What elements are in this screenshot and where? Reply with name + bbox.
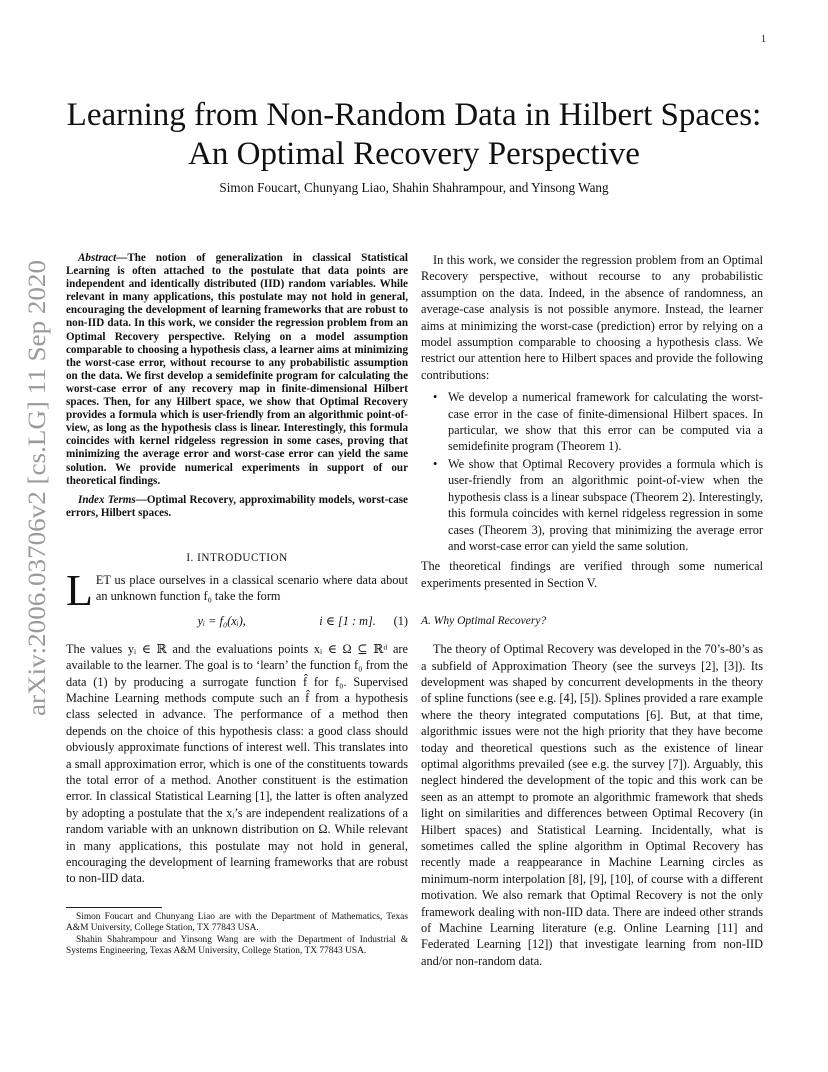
right-column [421, 252, 763, 969]
author-list: Simon Foucart, Chunyang Liao, Shahin Shahrampour, and Yinsong Wang [219, 180, 609, 195]
intro-paragraph-2: The values yᵢ ∈ ℝ and the evaluations points xᵢ ∈ Ω ⊆ ℝᵈ are available to the learner. The goal is to ‘learn’ the function f₀ from the data (1) by producing a surrogate function f̂ for f₀. Supervised Machine Learning methods compute such an f̂ from a hypothesis class selected in advance. The performance of a method then depends on the choice of this hypothesis class: a good class should obviously approximate functions of interest well. This translates into a small approximation error, which is one of the constituents towards the total error of a method. Another constituent is the estimation error. In classical Statistical Learning [1], the latter is often analyzed by adopting a postulate that the xᵢ’s are independent realizations of a random variable with an unknown distribution on Ω. While relevant in many applications, this postulate may not hold in general, encouraging the development of learning frameworks that are robust to non-IID data. [66, 641, 408, 886]
index-terms [66, 494, 408, 520]
arxiv-stamp-text: arXiv:2006.03706v2 [cs.LG] 11 Sep 2020 [22, 286, 51, 716]
title-line-1: Learning from Non-Random Data in Hilbert Spaces: [66, 97, 762, 133]
subsection-heading-why-optimal-recovery: A. Why Optimal Recovery? [421, 615, 547, 628]
contributions-list [421, 389, 763, 554]
footnote-rule [66, 907, 162, 908]
optimal-recovery-paragraph: The theory of Optimal Recovery was developed in the 70’s-80’s as a subfield of Approximation Theory (see the surveys [2], [3]). Its development was shaped by concurrent developments in the theory of spline functions (see e.g. [4], [5]). Splines provided a rare example where the theory integrated computations [6]. But, at that time, algorithmic issues were not the high priority that they have become today and theoretical questions such as the existence of linear optimal algorithms prevailed (see e.g. the survey [7]). Arguably, this neglect hindered the development of the topic and this work can be seen as an attempt to promote an algorithmic framework that sheds light on similarities and differences between Optimal Recovery (in Hilbert spaces) and Statistical Learning. Incidentally, what is sometimes called the spline algorithm in Optimal Recovery has recently made a reappearance in Machine Learning circles as minimum-norm interpolation [8], [9], [10], of course with a different motivation. We also remark that Optimal Recovery is not the only framework dealing with non-IID data. There are indeed other strands of Machine Learning literature (e.g. Online Learning [11] and Federated Learning [12]) that investigate learning from non-IID and/or non-random data. [421, 642, 763, 968]
equation-1-number: (1) [393, 614, 408, 629]
findings-paragraph: The theoretical findings are verified through some numerical experiments presented in Section V. [421, 559, 763, 590]
intro-first-text: ET us place ourselves in a classical scenario where data about an unknown function f₀ take the form [95, 572, 408, 604]
page-number: 1 [761, 34, 766, 45]
footnote-1: Simon Foucart and Chunyang Liao are with the Department of Mathematics, Texas A&M University, College Station, TX 77843 USA. [66, 911, 408, 934]
section-heading-introduction: I. INTRODUCTION [186, 551, 288, 564]
abstract-text: The notion of generalization in classical Statistical Learning is often attached to the postulate that data points are independent and identically distributed (IID) random variables. While relevant in many applications, this postulate may not hold in general, encouraging the development of learning frameworks that are robust to non-IID data. In this work, we consider the regression problem from an Optimal Recovery perspective. Relying on a model assumption comparable to choosing a hypothesis class, a learner aims at minimizing the worst-case error, without recourse to any probabilistic assumption on the data. We first develop a semidefinite program for calculating the worst-case error of any recovery map in finite-dimensional Hilbert spaces. Then, for any Hilbert space, we show that Optimal Recovery provides a formula which is user-friendly from an algorithmic point-of-view, as long as the hypothesis class is linear. Interestingly, this formula coincides with kernel ridgeless regression in some cases, proving that minimizing the average error and worst-case error can yield the same solution. We provide numerical experiments in support of our theoretical findings. [66, 252, 408, 487]
arxiv-stamp [14, 258, 54, 718]
intro-paragraph-1 [66, 565, 408, 615]
paper-title [40, 96, 788, 174]
contributions-intro: In this work, we consider the regression problem from an Optimal Recovery perspective, without recourse to any probabilistic assumption on the data. Indeed, in the absence of randomness, an average-case analysis is not possible anymore. Instead, the learner aims at minimizing the worst-case (prediction) error by relying on a model assumption comparable to choosing a hypothesis class. We restrict our attention here to Hilbert spaces and provide the following contributions: [421, 253, 763, 382]
list-item: • We develop a numerical framework for calculating the worst-case error in the case of finite-dimensional Hilbert spaces. In particular, we show that this error can be computed via a semidefinite program (Theorem 1). [421, 389, 763, 455]
title-line-2: An Optimal Recovery Perspective [188, 136, 640, 172]
index-terms-label: Index Terms— [78, 493, 147, 506]
index-terms-text: Optimal Recovery, approximability models, worst-case errors, Hilbert spaces. [66, 493, 408, 519]
drop-cap: L [66, 565, 93, 615]
abstract-label: Abstract— [78, 252, 128, 264]
footnote-2: Shahin Shahrampour and Yinsong Wang are with the Department of Industrial & Systems Engineering, Texas A&M University, College Station, TX 77843 USA. [66, 934, 408, 956]
left-column [66, 252, 408, 957]
equation-1 [96, 609, 408, 635]
equation-1-rhs: i ∈ [1 : m]. [319, 614, 376, 629]
abstract [66, 252, 408, 488]
list-item: • We show that Optimal Recovery provides a formula which is user-friendly from an algorithmic point-of-view when the hypothesis class is a linear subspace (Theorem 2). Interestingly, this formula coincides with kernel ridgeless regression in some cases (Theorem 3), proving that minimizing the average error and worst-case error can yield the same solution. [421, 456, 763, 554]
equation-1-lhs: yᵢ = f₀(xᵢ), [197, 614, 246, 629]
